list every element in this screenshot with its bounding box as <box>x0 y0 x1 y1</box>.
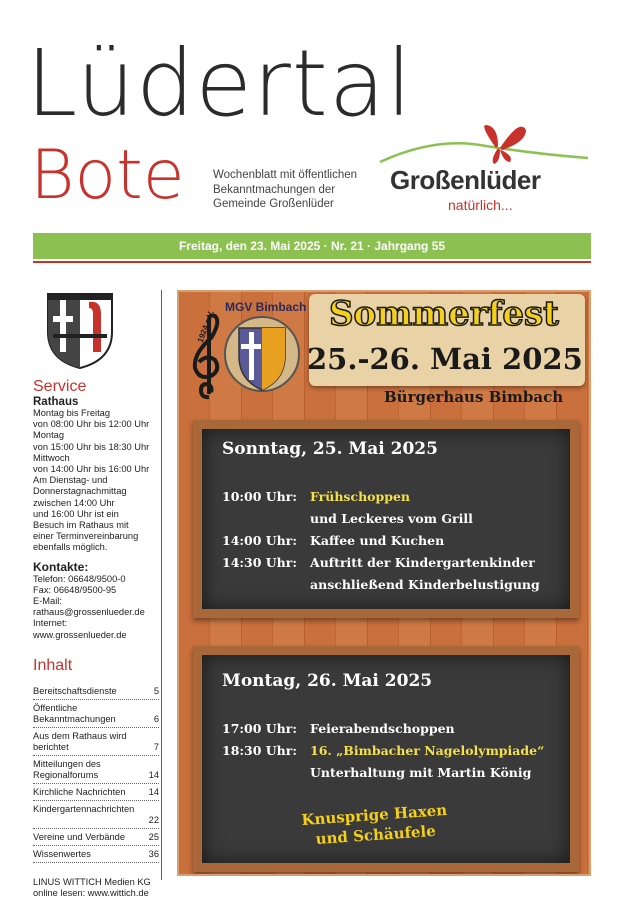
schedule-row <box>222 765 531 780</box>
toc-page: 5 <box>153 685 159 696</box>
schedule-row <box>222 555 535 570</box>
divider <box>33 261 591 263</box>
hours-line: von 14:00 Uhr bis 16:00 Uhr <box>33 464 150 475</box>
schedule-row <box>222 533 444 548</box>
club-crest-icon <box>223 314 301 396</box>
contact-email-label: E-Mail: <box>33 596 62 607</box>
toc-label: Bereitschaftsdienste <box>33 685 117 696</box>
schedule-row <box>222 743 544 758</box>
schedule-time: 14:30 Uhr: <box>222 555 297 570</box>
schedule-board-monday <box>193 646 579 872</box>
schedule-time: 10:00 Uhr: <box>222 489 297 504</box>
hours-line: Mittwoch <box>33 452 70 463</box>
toc-page: 14 <box>148 769 159 780</box>
schedule-time: 18:30 Uhr: <box>222 743 297 758</box>
toc-page: 14 <box>148 786 159 797</box>
club-name: MGV Bimbach <box>225 300 307 314</box>
toc-label: Kirchliche Nachrichten <box>33 786 126 797</box>
hours-line: einer Terminvereinbarung <box>33 531 139 542</box>
service-heading: Service <box>33 378 87 395</box>
contact-phone: Telefon: 06648/9500-0 <box>33 573 126 584</box>
hours-line: von 08:00 Uhr bis 12:00 Uhr <box>33 419 150 430</box>
schedule-row <box>222 511 473 526</box>
hours-line: ebenfalls möglich. <box>33 542 108 553</box>
coat-of-arms-icon <box>45 290 115 370</box>
rathaus-heading: Rathaus <box>33 396 79 408</box>
schedule-board-sunday <box>193 420 579 618</box>
contact-info <box>33 574 159 641</box>
event-dates: 25.-26. Mai 2025 <box>307 342 583 376</box>
contact-fax: Fax: 06648/9500-95 <box>33 584 117 595</box>
municipality-name: Großenlüder <box>390 165 541 195</box>
hours-line: Montag <box>33 430 65 441</box>
event-venue: Bürgerhaus Bimbach <box>384 388 564 406</box>
event-title: Sommerfest <box>329 294 559 334</box>
day-heading: Montag, 26. Mai 2025 <box>222 671 433 691</box>
schedule-text: und Leckeres vom Grill <box>310 511 473 526</box>
opening-hours <box>33 408 159 554</box>
publisher-online[interactable]: online lesen: www.wittich.de <box>33 888 149 899</box>
schedule-row <box>222 721 455 736</box>
contact-email[interactable]: rathaus@grossenlueder.de <box>33 607 145 618</box>
food-special-line: Knusprige Haxen <box>300 800 448 830</box>
tagline <box>213 168 373 212</box>
toc-label: Vereine und Verbände <box>33 831 126 842</box>
food-special <box>301 800 449 850</box>
hours-line: von 15:00 Uhr bis 18:30 Uhr <box>33 441 150 452</box>
schedule-text: Unterhaltung mit Martin König <box>310 765 532 780</box>
schedule-text: Kaffee und Kuchen <box>310 533 445 548</box>
food-special-line: und Schäufele <box>315 821 437 849</box>
toc-heading: Inhalt <box>33 656 73 674</box>
schedule-time: 17:00 Uhr: <box>222 721 297 736</box>
schedule-text: Feierabendschoppen <box>310 721 455 736</box>
issue-date-bar: Freitag, den 23. Mai 2025 · Nr. 21 · Jahrgang 55 <box>33 233 591 259</box>
municipality-slogan: natürlich... <box>448 197 513 213</box>
hours-line: Montag bis Freitag <box>33 408 110 418</box>
publisher-name: LINUS WITTICH Medien KG <box>33 876 151 887</box>
sidebar <box>33 290 159 899</box>
toc-label: Mitteilungen des Regionalforums <box>33 758 101 780</box>
schedule-row <box>222 489 410 504</box>
toc-item[interactable] <box>33 700 159 728</box>
contact-website[interactable]: www.grossenlueder.de <box>33 629 127 640</box>
toc-item[interactable] <box>33 846 159 863</box>
toc-page: 25 <box>148 831 159 842</box>
hours-line: Am Dienstag- und <box>33 475 108 486</box>
schedule-row <box>222 577 540 592</box>
hours-line: und 16:00 Uhr ist ein <box>33 508 119 519</box>
toc-item[interactable] <box>33 728 159 756</box>
toc-page: 7 <box>153 741 159 752</box>
toc-item[interactable] <box>33 829 159 846</box>
toc-label: Kindergartennachrichten <box>33 803 135 814</box>
newspaper-title: Lüdertal <box>26 30 413 137</box>
toc-page: 36 <box>148 848 159 859</box>
tagline-line: Wochenblatt mit öffentlichen <box>213 169 358 181</box>
founded-year: 1924 e.V. <box>195 309 216 344</box>
toc-item[interactable] <box>33 801 159 829</box>
publisher-info <box>33 877 159 899</box>
newspaper-subtitle: Bote <box>30 136 185 215</box>
schedule-text: 16. „Bimbacher Nagelolympiade“ <box>310 743 545 758</box>
toc-label: Aus dem Rathaus wird berichtet <box>33 730 127 752</box>
hours-line: Donnerstagnachmittag <box>33 486 127 497</box>
schedule-text: Auftritt der Kindergartenkinder <box>310 555 535 570</box>
toc-page: 22 <box>148 814 159 825</box>
toc-label: Wissenwertes <box>33 848 91 859</box>
table-of-contents <box>33 683 159 863</box>
contact-web-label: Internet: <box>33 618 68 629</box>
toc-item[interactable] <box>33 756 159 784</box>
hours-line: zwischen 14:00 Uhr <box>33 497 115 508</box>
tagline-line: Bekanntmachungen der <box>213 183 336 196</box>
schedule-text: anschließend Kinderbelustigung <box>310 577 540 592</box>
toc-label: Öffentliche Bekanntmachungen <box>33 702 116 724</box>
toc-page: 6 <box>153 713 159 724</box>
contacts-heading: Kontakte: <box>33 559 89 574</box>
event-poster <box>177 290 591 876</box>
schedule-text: Frühschoppen <box>310 489 411 504</box>
toc-item[interactable] <box>33 683 159 700</box>
schedule-time: 14:00 Uhr: <box>222 533 297 548</box>
tagline-line: Gemeinde Großenlüder <box>213 198 334 210</box>
toc-item[interactable] <box>33 784 159 801</box>
hours-line: Besuch im Rathaus mit <box>33 520 129 531</box>
day-heading: Sonntag, 25. Mai 2025 <box>222 439 438 459</box>
sidebar-divider <box>161 290 162 880</box>
